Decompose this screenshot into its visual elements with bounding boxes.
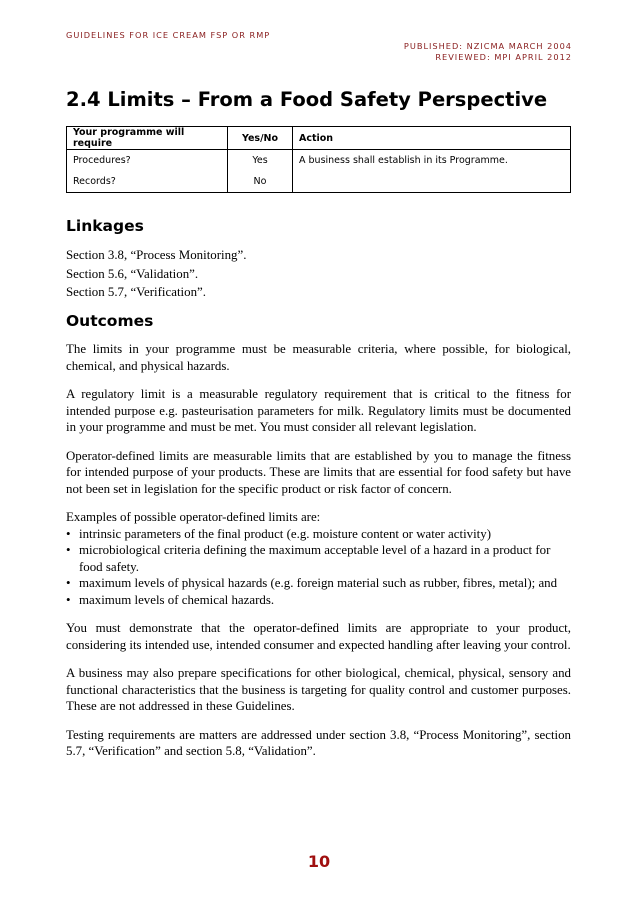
published-line: PUBLISHED: NZICMA MARCH 2004 — [403, 41, 572, 51]
table-cell: Procedures? — [67, 150, 228, 172]
outcomes-body — [66, 341, 571, 772]
linkages-heading: Linkages — [66, 217, 144, 235]
linkages-list — [66, 246, 246, 302]
linkage-item: Section 3.8, “Process Monitoring”. — [66, 248, 247, 262]
outcomes-heading: Outcomes — [66, 312, 154, 330]
paragraph: A regulatory limit is a measurable regulatory requirement that is critical to the fitness for intended purpose e.g. pasteurisation parameters for milk. Regulatory limits must be documented in your programme and must be met. You must consider all relevant legislation. — [66, 387, 571, 434]
paragraph: Examples of possible operator-defined limits are: — [66, 510, 321, 524]
table-cell — [293, 171, 571, 193]
page-number: 10 — [307, 852, 331, 871]
section-title: 2.4 Limits – From a Food Safety Perspective — [66, 88, 548, 111]
table-cell: No — [228, 171, 293, 193]
list-item: • maximum levels of physical hazards (e.g. foreign material such as rubber, fibres, metal); and — [66, 575, 571, 592]
running-header-dates — [404, 41, 572, 63]
linkage-item: Section 5.7, “Verification”. — [66, 285, 206, 299]
table-row — [67, 171, 571, 193]
reviewed-line: REVIEWED: MPI APRIL 2012 — [435, 52, 572, 62]
paragraph: A business may also prepare specifications for other biological, chemical, physical, sensory and functional characteristics that the business is targeting for quality control and customer purposes. These are not addressed in these Guidelines. — [66, 666, 571, 713]
paragraph: Testing requirements are matters are addressed under section 3.8, “Process Monitoring”, section 5.7, “Verification” and section 5.8, “Validation”. — [66, 727, 571, 758]
running-header-title: GUIDELINES FOR ICE CREAM FSP OR RMP — [66, 30, 271, 40]
list-item: • microbiological criteria defining the maximum acceptable level of a hazard in a product for food safety. — [66, 542, 571, 575]
table-cell: A business shall establish in its Programme. — [293, 150, 571, 172]
table-cell: Records? — [67, 171, 228, 193]
column-header: Action — [293, 127, 571, 150]
list-item: • intrinsic parameters of the final product (e.g. moisture content or water activity) — [66, 526, 571, 543]
paragraph: You must demonstrate that the operator-defined limits are appropriate to your product, considering its intended use, intended consumer and expected handling after leaving your control. — [66, 621, 571, 652]
table-row — [67, 150, 571, 172]
table-header-row — [67, 127, 571, 150]
column-header: Your programme will require — [67, 127, 228, 150]
column-header: Yes/No — [228, 127, 293, 150]
list-item: • maximum levels of chemical hazards. — [66, 592, 571, 609]
paragraph: Operator-defined limits are measurable limits that are established by you to manage the fitness for intended purpose of your products. These are limits that are essential for food safety but have not been set in legislation for the specific product or risk factor of concern. — [66, 448, 571, 496]
paragraph: The limits in your programme must be measurable criteria, where possible, for biological, chemical, and physical hazards. — [66, 342, 571, 373]
examples-list — [66, 526, 571, 609]
table-cell: Yes — [228, 150, 293, 172]
linkage-item: Section 5.6, “Validation”. — [66, 266, 199, 281]
requirements-table — [66, 126, 571, 193]
